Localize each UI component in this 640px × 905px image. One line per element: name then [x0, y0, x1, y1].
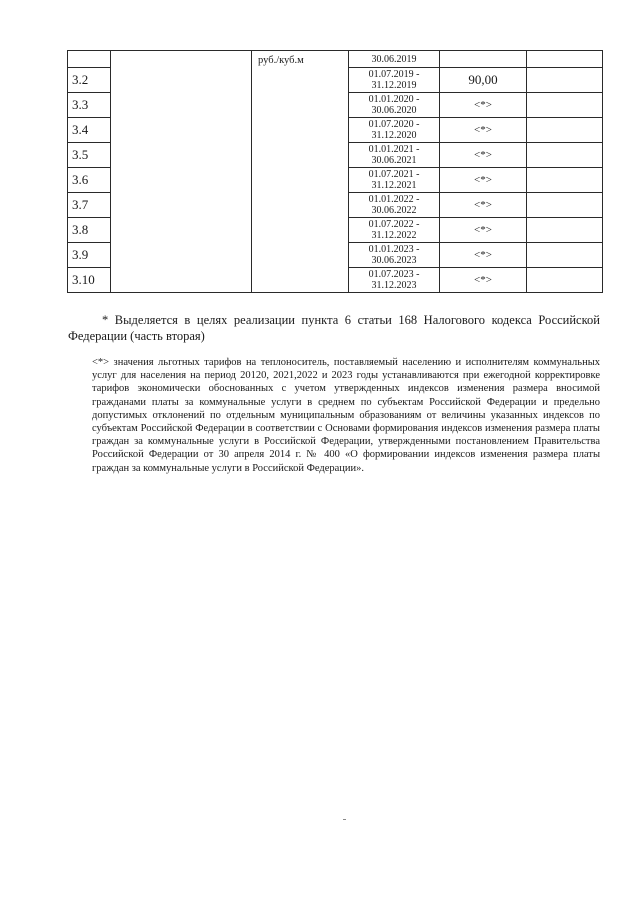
period-end: 31.12.2020 — [371, 130, 417, 141]
period-end: 30.06.2020 — [371, 105, 417, 116]
period-cell — [349, 143, 440, 168]
period-start: 01.07.2023 - — [368, 269, 420, 280]
period-end: 30.06.2021 — [371, 155, 417, 166]
extra-cell — [527, 93, 603, 118]
period-cell — [349, 118, 440, 143]
row-number: 3.4 — [68, 118, 111, 143]
value-cell: 90,00 — [440, 68, 527, 93]
value-cell: <*> — [440, 268, 527, 293]
period-cell — [349, 168, 440, 193]
period-start: 01.07.2021 - — [368, 169, 420, 180]
period-start: 01.01.2023 - — [368, 244, 420, 255]
extra-cell — [527, 218, 603, 243]
page-mark — [343, 819, 346, 820]
name-cell — [111, 51, 252, 293]
extra-cell — [527, 51, 603, 68]
value-cell: <*> — [440, 193, 527, 218]
row-number: 3.2 — [68, 68, 111, 93]
row-number: 3.9 — [68, 243, 111, 268]
period-cell — [349, 218, 440, 243]
extra-cell — [527, 68, 603, 93]
period-end: 31.12.2022 — [371, 230, 417, 241]
period-end: 30.06.2023 — [371, 255, 417, 266]
row-number: 3.10 — [68, 268, 111, 293]
period-end: 31.12.2019 — [371, 80, 417, 91]
row-number: 3.3 — [68, 93, 111, 118]
period-cell: 30.06.2019 — [349, 51, 440, 68]
period-end: 30.06.2022 — [371, 205, 417, 216]
period-cell — [349, 193, 440, 218]
period-cell — [349, 68, 440, 93]
period-start: 01.01.2021 - — [368, 144, 420, 155]
value-cell: <*> — [440, 218, 527, 243]
period-start: 01.01.2022 - — [368, 194, 420, 205]
value-cell: <*> — [440, 118, 527, 143]
row-number: 3.7 — [68, 193, 111, 218]
value-cell: <*> — [440, 168, 527, 193]
row-number — [68, 51, 111, 68]
extra-cell — [527, 193, 603, 218]
period-start: 01.07.2020 - — [368, 119, 420, 130]
period-end: 31.12.2021 — [371, 180, 417, 191]
period-start: 01.07.2022 - — [368, 219, 420, 230]
table-row — [68, 51, 603, 68]
row-number: 3.5 — [68, 143, 111, 168]
extra-cell — [527, 268, 603, 293]
period-cell — [349, 243, 440, 268]
extra-cell — [527, 243, 603, 268]
value-cell — [440, 51, 527, 68]
value-cell: <*> — [440, 93, 527, 118]
row-number: 3.8 — [68, 218, 111, 243]
extra-cell — [527, 168, 603, 193]
vat-footnote: * Выделяется в целях реализации пункта 6 статьи 168 Налогового кодекса Российской Федерации (часть вторая) — [68, 313, 600, 343]
row-number: 3.6 — [68, 168, 111, 193]
tariff-table — [67, 50, 603, 293]
extra-cell — [527, 143, 603, 168]
period-cell — [349, 268, 440, 293]
tariff-footnote: <*> значения льготных тарифов на теплоноситель, поставляемый населению и исполнителям коммунальных услуг для населения на период 20120, 2021,2022 и 2023 годы устанавливаются при ежегодной корректировке тарифов экономически обоснованных с учетом утвержденных индексов изменения размера вносимой гражданами платы за коммунальные услуги в среднем по субъектам Российской Федерации и предельно допустимых отклонений по отдельным муниципальным образованиям от величины указанных индексов по субъектам Российской Федерации в соответствии с Основами формирования индексов изменения размера платы граждан за коммунальные услуги в Российской Федерации, утвержденными постановлением Правительства Российской Федерации от 30 апреля 2014 г. № 400 «О формировании индексов изменения размера платы граждан за коммунальные услуги в Российской Федерации». — [92, 357, 600, 474]
period-start: 01.07.2019 - — [368, 69, 420, 80]
unit-cell: руб./куб.м — [252, 51, 349, 293]
period-cell — [349, 93, 440, 118]
value-cell: <*> — [440, 143, 527, 168]
value-cell: <*> — [440, 243, 527, 268]
period-start: 01.01.2020 - — [368, 94, 420, 105]
period-end: 31.12.2023 — [371, 280, 417, 291]
extra-cell — [527, 118, 603, 143]
